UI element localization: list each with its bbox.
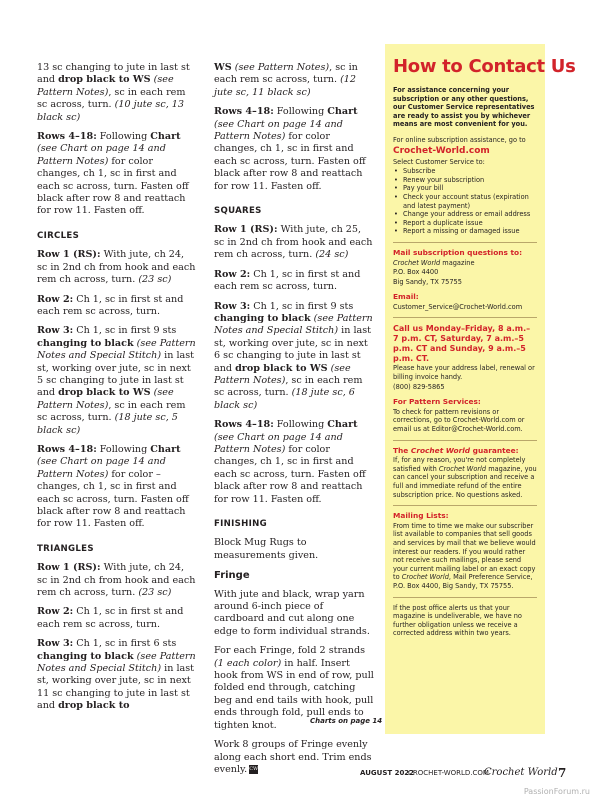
mailing-lists-text: From time to time we make our subscriber list available to companies that sell goods and services by mail that we believe would interest our readers. If you would rather not receive such mailings, please send your current mailing label or an exact copy to Crochet World, Mail Preference Service, P.O. Box 4400, Big Sandy, TX 75755. (393, 521, 536, 590)
post-office-note: If the post office alerts us that your magazine is undeliverable, we have no further obligation unless we receive a corrected address within two years. (393, 603, 522, 638)
service-list (393, 167, 537, 236)
page-footer (300, 767, 570, 781)
fringe-paragraph-2: For each Fringe, fold 2 strands (1 each color) in half. Insert hook from WS in end of row, pull folded end through, catching beg and end tails with hook, pull ends through fold, pull ends to tighten knot. (214, 645, 374, 731)
sidebar-title: How to Contact Us (393, 56, 576, 77)
mail-heading: Mail subscription questions to: (393, 247, 523, 257)
pattern-column-middle (214, 62, 374, 783)
fringe-paragraph-1: With jute and black, wrap yarn around 6-inch piece of cardboard and cut along one edge to form individual strands. (214, 588, 370, 637)
paragraph-rows-4-18: Rows 4–18: Following Chart (see Chart on page 14 and Pattern Notes) for color changes, ch 1, sc in first and each sc across, turn. Fasten off black after row 8 and reattach for row 11. Fasten off. (37, 131, 189, 217)
pattern-column-left (37, 62, 197, 720)
list-item: • Check your account status (expiration and latest payment) (393, 193, 537, 210)
list-item: • Subscribe (393, 167, 537, 176)
issue-date: AUGUST 2022 (360, 769, 415, 777)
fringe-paragraph-3: Work 8 groups of Fringe evenly along each short end. Trim ends evenly. CW (214, 739, 372, 775)
divider (393, 317, 537, 318)
paragraph-triangles-row3-cont: 13 sc changing to jute in last st and drop black to WS (see Pattern Notes), sc in each rem sc across, turn. (10 jute sc, 13 black sc) (37, 62, 190, 123)
squares-row-2: Row 2: Ch 1, sc in first st and each rem sc across, turn. (214, 268, 361, 293)
triangles-row-2: Row 2: Ch 1, sc in first st and each rem sc across, turn. (37, 606, 184, 630)
triangles-rows-4-18: Rows 4–18: Following Chart (see Chart on page 14 and Pattern Notes) for color changes, ch 1, sc in first and each sc across, turn. Fasten off black after row 8 and reattach for row 11. Fasten off. (214, 106, 366, 192)
phone-number: (800) 829-5865 (393, 382, 445, 391)
list-item: • Change your address or email address (393, 210, 537, 219)
website-link[interactable]: Crochet-World.com (393, 145, 490, 156)
circles-row-3: Row 3: Ch 1, sc in first 9 sts changing to black (see Pattern Notes and Special Stitch) in last st, working over jute, sc in next 5 sc changing to jute in last st and drop black to WS (see Pattern Notes), sc in each rem sc across, turn. (18 jute sc, 5 black sc) (37, 325, 196, 436)
sidebar-intro: For assistance concerning your subscription or any other questions, our Customer Service representatives are ready to assist you by whichever means are most convenient for you. (393, 86, 535, 129)
call-hours: Call us Monday–Friday, 8 a.m.– 7 p.m. CT, Saturday, 7 a.m.–5 p.m. CT and Sunday, 9 a.m.–5 p.m. CT. (393, 324, 531, 364)
subheading-fringe: Fringe (214, 570, 250, 582)
call-instructions: Please have your address label, renewal or billing invoice handy. (393, 364, 535, 382)
section-heading-triangles: TRIANGLES (37, 543, 94, 554)
section-heading-circles: CIRCLES (37, 230, 80, 241)
contact-sidebar (385, 44, 576, 734)
list-item: • Pay your bill (393, 184, 537, 193)
pattern-services-text: To check for pattern revisions or corrections, go to Crochet-World.com or email us at Editor@Crochet-World.com. (393, 407, 525, 434)
triangles-row-1: Row 1 (RS): With jute, ch 24, sc in 2nd ch from hook and each rem ch across, turn. (23 sc) (37, 562, 196, 599)
finishing-text: Block Mug Rugs to measurements given. (214, 537, 319, 561)
guarantee-text: If, for any reason, you're not completely satisfied with Crochet World magazine, you can cancel your subscription and receive a full and immediate refund of the entire subscription price. No questions asked. (393, 456, 537, 499)
email-address[interactable]: Customer_Service@Crochet-World.com (393, 302, 523, 311)
triangles-row-3: Row 3: Ch 1, sc in first 6 sts changing to black (see Pattern Notes and Special Stitch) in last st, working over jute, sc in next 11 sc changing to jute in last st and drop black to (37, 638, 196, 712)
email-heading: Email: (393, 292, 419, 302)
list-item: • Report a duplicate issue (393, 219, 537, 228)
squares-row-3: Row 3: Ch 1, sc in first 9 sts changing to black (see Pattern Notes and Special Stitch) in last st, working over jute, sc in next 6 sc changing to jute in last st and drop black to WS (see Pattern Notes), sc in each rem sc across, turn. (18 jute sc, 6 black sc) (214, 300, 373, 411)
mail-address-line-3: Big Sandy, TX 75755 (393, 277, 462, 286)
list-item: • Report a missing or damaged issue (393, 227, 537, 236)
guarantee-heading: The Crochet World guarantee: (393, 445, 519, 455)
online-assistance-text: For online subscription assistance, go to (393, 135, 526, 144)
divider (393, 505, 537, 506)
triangles-row-3-cont: WS (see Pattern Notes), sc in each rem sc across, turn. (12 jute sc, 11 black sc) (214, 62, 358, 98)
mail-address-line-2: P.O. Box 4400 (393, 268, 439, 277)
end-mark-icon: CW (249, 765, 259, 772)
magazine-name: Crochet World (484, 767, 558, 778)
divider (393, 597, 537, 598)
divider (393, 242, 537, 243)
squares-rows-4-18: Rows 4–18: Following Chart (see Chart on page 14 and Pattern Notes) for color changes, ch 1, sc in first and each sc across, turn. Fasten off black after row 8 and reattach for row 11. Fasten off. (214, 419, 366, 505)
list-item: • Renew your subscription (393, 176, 537, 185)
watermark: PassionForum.ru (523, 787, 590, 796)
charts-page-reference: Charts on page 14 (310, 717, 383, 725)
footer-website: CROCHET-WORLD.COM (408, 769, 489, 777)
circles-row-2: Row 2: Ch 1, sc in first st and each rem sc across, turn. (37, 293, 184, 317)
page-number: 7 (558, 766, 567, 780)
mailing-lists-heading: Mailing Lists: (393, 511, 449, 521)
pattern-services-heading: For Pattern Services: (393, 397, 481, 407)
divider (393, 440, 537, 441)
section-heading-squares: SQUARES (214, 206, 262, 217)
mail-address-line-1: Crochet World magazine (393, 258, 475, 267)
circles-row-1: Row 1 (RS): With jute, ch 24, sc in 2nd ch from hook and each rem ch across, turn. (23 sc) (37, 249, 196, 286)
select-service-text: Select Customer Service to: (393, 157, 485, 166)
section-heading-finishing: FINISHING (214, 519, 267, 529)
squares-row-1: Row 1 (RS): With jute, ch 25, sc in 2nd ch from hook and each rem ch across, turn. (24 sc) (214, 224, 373, 261)
circles-rows-4-18: Rows 4–18: Following Chart (see Chart on page 14 and Pattern Notes) for color – changes, ch 1, sc in first and each sc across, turn. Fasten off black after row 8 and reattach for row 11. Fasten off. (37, 443, 189, 530)
